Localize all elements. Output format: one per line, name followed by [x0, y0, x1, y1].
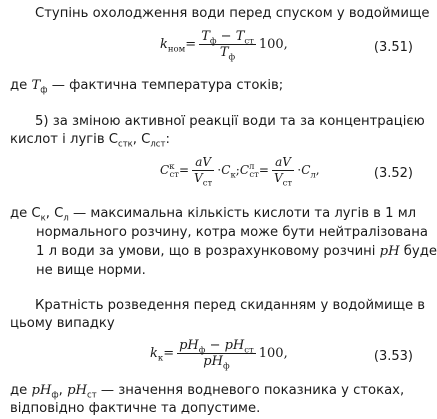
lhs2-sup: л — [249, 162, 255, 172]
definition-line-4: не вище норми. — [36, 263, 146, 278]
rhs2-sub: л — [310, 170, 316, 181]
eq-equals: = — [185, 37, 197, 52]
ph-allowed-var: pH — [67, 383, 88, 398]
eq-fraction — [177, 338, 256, 372]
equals-2: = — [258, 163, 269, 177]
den1-var: V — [194, 171, 203, 185]
subscript-alkali: лст — [150, 139, 166, 150]
comma: , — [315, 163, 320, 177]
equation-body — [160, 29, 288, 63]
variable-subscript: ф — [40, 85, 48, 96]
eq-numerator — [177, 338, 256, 354]
numerator-1: aV — [192, 155, 214, 171]
den-var: T — [219, 45, 229, 60]
paragraph-cooling-degree — [35, 5, 430, 22]
lhs1-sub: ст — [169, 170, 179, 181]
equation-body — [160, 155, 320, 189]
num-var-b: pH — [224, 338, 245, 353]
definition-line-2: нормального розчину, котра може бути нейтралізована — [36, 225, 428, 240]
den2-sub: ст — [282, 178, 293, 189]
equation-number: (3.51) — [373, 40, 413, 55]
where-prefix: де — [10, 383, 32, 398]
eq-denominator — [177, 354, 256, 372]
den-sub: ф — [228, 52, 236, 63]
num-sub-b: ст — [244, 345, 254, 356]
num-var-a: pH — [179, 338, 199, 353]
eq-lhs-subscript: к — [157, 353, 164, 364]
paragraph-dilution-line-2 — [10, 315, 419, 332]
eq-numerator — [199, 29, 256, 45]
eq-denominator — [199, 45, 256, 63]
ph-actual-sub: ф — [51, 390, 59, 401]
equation-3-53 — [0, 336, 425, 378]
definition-line-1: — максимальна кількість кислоти та лугів в 1 мл — [68, 206, 417, 221]
den-sub: ф — [222, 361, 230, 372]
separator: ; — [235, 163, 240, 177]
paragraph-text: Ступінь охолодження води перед спуском у водоймище — [35, 6, 430, 21]
paragraph-where-ck-line-2 — [36, 224, 428, 241]
definition-text: — фактична температура стоків; — [47, 78, 284, 93]
rhs1-sub: к — [230, 170, 236, 181]
dot-2: ⋅ — [297, 163, 302, 177]
rhs2-var: C — [301, 163, 311, 177]
num-sub-a: ф — [198, 345, 206, 356]
subscript-acid: стк — [118, 139, 133, 150]
subscript-k: к — [40, 213, 46, 224]
separator: , — [58, 383, 68, 398]
num-operator: − — [205, 338, 225, 353]
paragraph-dilution — [35, 297, 426, 314]
paragraph-line-1: Кратність розведення перед скиданням у водоймище в — [35, 298, 426, 313]
paragraph-where-ph — [10, 382, 419, 399]
num-sub-b: ст — [244, 36, 254, 47]
equation-3-51 — [0, 27, 425, 69]
paragraph-line-2: кислот і лугів C — [10, 132, 119, 147]
definition-line-3-end: буде — [399, 244, 437, 259]
den1-sub: ст — [202, 178, 213, 189]
fraction-2 — [272, 155, 294, 189]
paragraph-where-ck-line-4 — [36, 262, 419, 279]
ph-actual-var: pH — [31, 383, 52, 398]
dot-1: ⋅ — [217, 163, 222, 177]
definition-line-1: — значення водневого показника у стоках, — [96, 383, 405, 398]
equals-1: = — [178, 163, 190, 177]
separator: , C — [45, 206, 64, 221]
definition-line-3: 1 л води за умови, що в розрахунковому розчині — [36, 244, 380, 259]
eq-factor: 100, — [258, 37, 288, 52]
numerator-2: aV — [272, 155, 294, 171]
separator: , C — [132, 132, 151, 147]
eq-equals: = — [163, 346, 175, 361]
paragraph-where-ck-cl — [10, 205, 419, 222]
subscript-l: л — [63, 213, 69, 224]
where-prefix: де — [10, 78, 32, 93]
variable: T — [31, 78, 41, 93]
eq-lhs-variable: k — [160, 37, 168, 52]
paragraph-where-tf — [10, 77, 419, 94]
num-var-a: T — [201, 29, 210, 44]
eq-factor: 100, — [258, 346, 288, 361]
lhs2-var: C — [239, 163, 250, 177]
paragraph-where-ph-line-2 — [10, 400, 419, 417]
paragraph-where-ck-line-3 — [36, 243, 437, 260]
equation-3-52 — [0, 152, 425, 196]
eq-lhs-subscript: ном — [167, 44, 186, 55]
paragraph-item-5-line-2 — [10, 131, 419, 148]
paragraph-item-5 — [35, 113, 425, 130]
equation-number: (3.52) — [373, 166, 413, 181]
equation-body — [150, 338, 288, 372]
lhs1-sup: к — [169, 162, 175, 172]
ph-allowed-sub: ст — [87, 390, 97, 401]
ph-variable: pH — [379, 244, 400, 259]
fraction-1 — [192, 155, 214, 189]
num-sub-a: ф — [209, 36, 217, 47]
where-prefix: де C — [10, 206, 41, 221]
equation-number: (3.53) — [373, 349, 413, 364]
paragraph-line-1: 5) за зміною активної реакції води та за концентрацією — [35, 114, 425, 129]
eq-lhs-variable: k — [150, 346, 158, 361]
num-operator: − — [216, 29, 236, 44]
den2-var: V — [273, 171, 283, 185]
lhs1-var: C — [160, 163, 170, 177]
rhs1-var: C — [221, 163, 231, 177]
eq-fraction — [199, 29, 256, 63]
paragraph-line-2: цьому випадку — [10, 316, 115, 331]
colon: : — [165, 132, 170, 147]
den-var: pH — [203, 354, 223, 369]
definition-line-2: відповідно фактичне та допустиме. — [10, 401, 261, 416]
lhs2-sub: ст — [249, 170, 259, 181]
num-var-b: T — [235, 29, 245, 44]
